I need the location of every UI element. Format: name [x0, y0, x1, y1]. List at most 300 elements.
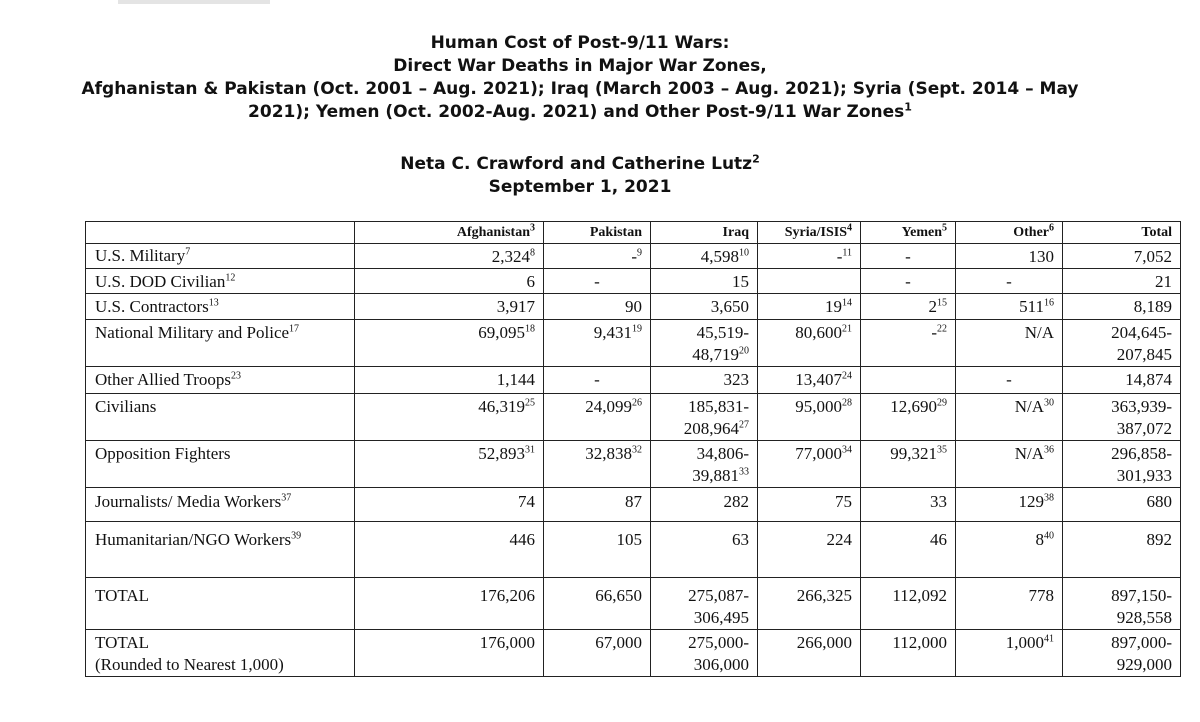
footnote-ref: 26	[632, 397, 642, 409]
cell-line	[363, 585, 535, 607]
footnote-ref: 39	[291, 530, 302, 542]
footnote-ref: 41	[1044, 633, 1054, 645]
cell-line	[659, 585, 749, 607]
cell-line	[363, 246, 535, 268]
cell-value: 46,319	[478, 397, 525, 416]
cell-line	[552, 322, 642, 344]
cell-line	[964, 529, 1054, 551]
table-cell	[651, 320, 758, 367]
column-header-label: Afghanistan	[456, 225, 530, 240]
footnote-ref: 32	[632, 444, 642, 456]
cell-line	[964, 632, 1054, 654]
table-row	[86, 441, 1181, 488]
table-cell	[651, 441, 758, 488]
cell-value: 66,650	[595, 586, 642, 605]
cell-line	[766, 491, 852, 513]
cell-line	[1071, 632, 1172, 654]
cell-value-continued: 387,072	[1116, 419, 1172, 438]
row-label	[86, 294, 355, 320]
cell-value: 129	[1018, 492, 1044, 511]
cell-value: 19	[825, 297, 842, 316]
column-header	[1063, 222, 1181, 244]
column-header-label: Pakistan	[589, 225, 642, 240]
cell-value: 69,095	[478, 323, 525, 342]
cell-value-continued: 928,558	[1116, 608, 1172, 627]
cell-line	[766, 246, 852, 268]
table-row	[86, 578, 1181, 630]
footnote-ref: 38	[1044, 492, 1054, 504]
cell-line	[1071, 585, 1172, 607]
cell-line	[363, 322, 535, 344]
cell-value: 363,939-	[1111, 397, 1172, 416]
cell-line	[659, 396, 749, 418]
cell-value: 1,144	[496, 370, 535, 389]
row-label	[86, 630, 355, 677]
title-line-2: Direct War Deaths in Major War Zones,	[393, 56, 767, 76]
cell-line	[766, 322, 852, 344]
cell-value: 77,000	[795, 444, 842, 463]
cell-line	[964, 322, 1054, 344]
cell-line	[1071, 418, 1172, 440]
table-cell	[651, 578, 758, 630]
cell-line	[766, 632, 852, 654]
table-cell	[355, 367, 544, 394]
cell-value: 446	[509, 530, 535, 549]
cell-line	[659, 369, 749, 391]
cell-value: 8,189	[1133, 297, 1172, 316]
cell-value: 778	[1028, 586, 1054, 605]
header-row	[86, 222, 1181, 244]
cell-value: -	[631, 247, 637, 266]
table-cell	[355, 269, 544, 294]
table-cell	[956, 244, 1063, 269]
top-edge-fragment	[118, 0, 270, 4]
cell-value: 63	[732, 530, 749, 549]
cell-line	[1071, 607, 1172, 629]
footnote-ref: 40	[1044, 530, 1054, 542]
table-cell	[758, 320, 861, 367]
cell-line	[1071, 271, 1172, 293]
cell-value: 87	[625, 492, 642, 511]
table-cell	[758, 294, 861, 320]
table-cell	[355, 244, 544, 269]
column-header	[956, 222, 1063, 244]
cell-line	[659, 344, 749, 366]
cell-line	[552, 632, 642, 654]
row-label-text: Other Allied Troops	[95, 370, 232, 389]
footnote-ref: 4	[847, 222, 852, 234]
table-cell	[544, 441, 651, 488]
cell-value: 1,000	[1005, 633, 1044, 652]
cell-line	[869, 529, 947, 551]
cell-value: 52,893	[478, 444, 525, 463]
table-cell	[544, 630, 651, 677]
footnote-ref: 12	[225, 272, 236, 284]
cell-value-continued: 48,719	[692, 345, 739, 364]
table-cell	[651, 394, 758, 441]
cell-line	[659, 632, 749, 654]
cell-line	[964, 271, 1054, 293]
table-header	[86, 222, 1181, 244]
table-cell	[651, 244, 758, 269]
cell-value: 897,000-	[1111, 633, 1172, 652]
table-cell	[544, 294, 651, 320]
cell-line	[659, 271, 749, 293]
cell-value: 24,099	[585, 397, 632, 416]
table-cell	[355, 441, 544, 488]
table-cell	[758, 367, 861, 394]
footnote-ref: 30	[1044, 397, 1054, 409]
cell-line	[659, 296, 749, 318]
table-cell	[355, 394, 544, 441]
column-header	[355, 222, 544, 244]
cell-line	[1071, 529, 1172, 551]
footnote-ref: 22	[937, 323, 947, 335]
table-cell	[861, 522, 956, 578]
column-header-label: Iraq	[722, 225, 749, 240]
cell-line	[766, 369, 852, 391]
footnote-ref: 36	[1044, 444, 1054, 456]
cell-value-continued: 208,964	[683, 419, 739, 438]
cell-value: 6	[526, 272, 535, 291]
cell-line	[363, 296, 535, 318]
table-cell	[651, 630, 758, 677]
author-names-line	[0, 153, 1160, 176]
cell-line	[1071, 344, 1172, 366]
cell-line	[1071, 296, 1172, 318]
document-title	[0, 32, 1160, 124]
title-line-1: Human Cost of Post-9/11 Wars:	[430, 33, 730, 53]
footnote-ref: 6	[1049, 222, 1054, 234]
cell-value: -	[836, 247, 843, 266]
table-cell	[861, 320, 956, 367]
cell-value-continued: 929,000	[1116, 655, 1172, 674]
cell-line	[659, 418, 749, 440]
column-header	[651, 222, 758, 244]
author-names: Neta C. Crawford and Catherine Lutz	[400, 154, 753, 174]
footnote-ref: 35	[937, 444, 947, 456]
table-cell	[544, 488, 651, 522]
table-cell	[651, 367, 758, 394]
cell-value: 75	[835, 492, 852, 511]
cell-value: N/A	[1014, 444, 1044, 463]
footnote-ref: 18	[525, 323, 535, 335]
row-label	[86, 244, 355, 269]
table-cell	[956, 578, 1063, 630]
footnote-ref: 17	[289, 323, 300, 335]
cell-line	[1071, 491, 1172, 513]
table-cell	[956, 367, 1063, 394]
cell-line	[964, 491, 1054, 513]
cell-value: 892	[1146, 530, 1172, 549]
cell-line	[964, 585, 1054, 607]
footnote-ref: 34	[842, 444, 852, 456]
cell-value: 8	[1035, 530, 1044, 549]
table-cell	[355, 294, 544, 320]
row-label	[86, 488, 355, 522]
table-row	[86, 294, 1181, 320]
cell-line	[1071, 322, 1172, 344]
table-cell	[1063, 367, 1181, 394]
table-cell	[355, 578, 544, 630]
cell-value: -	[594, 272, 600, 291]
row-label-text: Humanitarian/NGO Workers	[95, 530, 292, 549]
footnote-ref: 14	[842, 297, 852, 309]
table-cell	[651, 488, 758, 522]
column-header	[758, 222, 861, 244]
cell-value-continued: 306,495	[693, 608, 749, 627]
cell-line	[659, 529, 749, 551]
column-header	[86, 222, 355, 244]
table-cell	[355, 522, 544, 578]
table-cell	[758, 488, 861, 522]
table-cell	[544, 394, 651, 441]
table-cell	[861, 488, 956, 522]
footnote-ref: 3	[530, 222, 535, 234]
cell-value: 275,087-	[688, 586, 749, 605]
row-label-text: U.S. DOD Civilian	[95, 272, 226, 291]
cell-value: 282	[723, 492, 749, 511]
cell-value: 275,000-	[688, 633, 749, 652]
table-cell	[651, 522, 758, 578]
cell-line	[766, 296, 852, 318]
row-label-text: Opposition Fighters	[95, 444, 231, 463]
table-cell	[758, 522, 861, 578]
cell-line	[766, 585, 852, 607]
cell-value: 105	[616, 530, 642, 549]
footnote-ref: 21	[842, 323, 852, 335]
table-cell	[651, 269, 758, 294]
cell-value: 9,431	[593, 323, 632, 342]
footnote-ref: 15	[937, 297, 947, 309]
footnote-ref: 7	[185, 246, 191, 258]
table-cell	[956, 320, 1063, 367]
cell-value: 95,000	[795, 397, 842, 416]
cell-line	[659, 246, 749, 268]
row-label	[86, 320, 355, 367]
table-row	[86, 630, 1181, 677]
cell-value: 32,838	[585, 444, 632, 463]
table-row	[86, 269, 1181, 294]
table-cell	[956, 294, 1063, 320]
table-cell	[861, 294, 956, 320]
row-label-subtext: (Rounded to Nearest 1,000)	[95, 655, 284, 674]
table-cell	[544, 578, 651, 630]
cell-value: 15	[732, 272, 749, 291]
table-cell	[1063, 294, 1181, 320]
table-row	[86, 488, 1181, 522]
cell-value: 14,874	[1125, 370, 1172, 389]
cell-line	[363, 271, 535, 293]
cell-line	[659, 465, 749, 487]
cell-line	[363, 491, 535, 513]
cell-line	[766, 443, 852, 465]
cell-line	[869, 491, 947, 513]
cell-value: 266,000	[796, 633, 852, 652]
cell-value-continued: 301,933	[1116, 466, 1172, 485]
table-cell	[861, 269, 956, 294]
footnote-ref: 10	[739, 247, 749, 259]
row-label-text: National Military and Police	[95, 323, 290, 342]
cell-value: N/A	[1024, 323, 1054, 342]
cell-value: 67,000	[595, 633, 642, 652]
table-cell	[544, 367, 651, 394]
cell-line	[1071, 246, 1172, 268]
table-row	[86, 367, 1181, 394]
table-cell	[861, 244, 956, 269]
cell-line	[1071, 369, 1172, 391]
cell-line	[1071, 396, 1172, 418]
column-header-label: Syria/ISIS	[784, 225, 847, 240]
cell-value: 680	[1146, 492, 1172, 511]
table-cell	[861, 630, 956, 677]
cell-value: -	[1006, 272, 1012, 291]
footnote-ref: 25	[525, 397, 535, 409]
table-cell	[544, 320, 651, 367]
table-cell	[956, 441, 1063, 488]
cell-value: 33	[930, 492, 947, 511]
table-cell	[956, 630, 1063, 677]
cell-value: 2	[928, 297, 937, 316]
cell-value: 80,600	[795, 323, 842, 342]
table-body	[86, 244, 1181, 677]
footnote-ref: 9	[637, 247, 642, 259]
title-line-4	[0, 101, 1160, 124]
cell-line	[552, 396, 642, 418]
title-line-4-text: 2021); Yemen (Oct. 2002-Aug. 2021) and Other Post-9/11 War Zones	[248, 102, 905, 122]
cell-value: N/A	[1014, 397, 1044, 416]
cell-value-continued: 207,845	[1116, 345, 1172, 364]
table-cell	[1063, 441, 1181, 488]
cell-value: -	[905, 272, 911, 291]
authors-block	[0, 153, 1160, 199]
cell-value: -	[931, 323, 937, 342]
row-label	[86, 367, 355, 394]
footnote-ref: 31	[525, 444, 535, 456]
table-cell	[355, 630, 544, 677]
cell-line	[552, 529, 642, 551]
cell-value: 34,806-	[696, 444, 749, 463]
cell-line	[659, 607, 749, 629]
table-cell	[861, 578, 956, 630]
table-cell	[956, 522, 1063, 578]
cell-value: 45,519-	[696, 323, 749, 342]
footnote-ref: 2	[752, 152, 760, 166]
table-cell	[1063, 630, 1181, 677]
cell-value: 3,917	[496, 297, 535, 316]
column-header-label: Yemen	[901, 225, 942, 240]
footnote-ref: 1	[904, 100, 912, 114]
table-cell	[861, 367, 956, 394]
cell-line	[552, 585, 642, 607]
footnote-ref: 29	[937, 397, 947, 409]
table-cell	[758, 244, 861, 269]
row-label-text: U.S. Contractors	[95, 297, 209, 316]
table-cell	[1063, 488, 1181, 522]
cell-value: -	[905, 247, 911, 266]
table-cell	[1063, 244, 1181, 269]
cell-line	[869, 322, 947, 344]
footnote-ref: 8	[530, 247, 535, 259]
footnote-ref: 13	[208, 297, 219, 309]
table-row	[86, 394, 1181, 441]
cell-line	[1071, 443, 1172, 465]
cell-value: 266,325	[796, 586, 852, 605]
cell-line	[869, 585, 947, 607]
cell-line	[552, 296, 642, 318]
cell-line	[766, 529, 852, 551]
cell-value: 323	[723, 370, 749, 389]
cell-line	[869, 246, 947, 268]
cell-value: 74	[518, 492, 535, 511]
footnote-ref: 11	[842, 247, 852, 259]
row-label-text: Journalists/ Media Workers	[95, 492, 282, 511]
cell-line	[869, 443, 947, 465]
table-row	[86, 522, 1181, 578]
table-cell	[544, 269, 651, 294]
cell-line	[964, 443, 1054, 465]
cell-value: 176,000	[479, 633, 535, 652]
cell-line	[552, 271, 642, 293]
footnote-ref: 19	[632, 323, 642, 335]
footnote-ref: 5	[942, 222, 947, 234]
cell-line	[659, 443, 749, 465]
cell-value: 511	[1019, 297, 1044, 316]
cell-value: 185,831-	[688, 397, 749, 416]
cell-line	[552, 443, 642, 465]
cell-line	[869, 296, 947, 318]
cell-line	[552, 369, 642, 391]
table-cell	[861, 394, 956, 441]
cell-value: -	[1006, 370, 1012, 389]
cell-value: 90	[625, 297, 642, 316]
table-cell	[1063, 320, 1181, 367]
cell-line	[964, 369, 1054, 391]
row-label-text: U.S. Military	[95, 246, 186, 265]
title-line-3: Afghanistan & Pakistan (Oct. 2001 – Aug. 2021); Iraq (March 2003 – Aug. 2021); Syria (Sept. 2014 – May	[81, 79, 1079, 99]
row-label-text: TOTAL	[95, 633, 150, 652]
table-cell	[355, 488, 544, 522]
cell-line	[363, 443, 535, 465]
cell-value: 12,690	[890, 397, 937, 416]
footnote-ref: 23	[231, 370, 242, 382]
cell-value: 112,000	[892, 633, 947, 652]
footnote-ref: 20	[739, 345, 749, 357]
cell-value: 897,150-	[1111, 586, 1172, 605]
table-cell	[758, 630, 861, 677]
cell-line	[552, 246, 642, 268]
column-header-label: Other	[1013, 225, 1049, 240]
cell-value: 99,321	[890, 444, 937, 463]
table-cell	[651, 294, 758, 320]
table-cell	[1063, 522, 1181, 578]
cell-value: 296,858-	[1111, 444, 1172, 463]
row-label	[86, 441, 355, 488]
cell-line	[363, 396, 535, 418]
cell-value: 130	[1028, 247, 1054, 266]
row-label-text: TOTAL	[95, 586, 150, 605]
cell-value-continued: 39,881	[692, 466, 739, 485]
row-label	[86, 578, 355, 630]
footnote-ref: 27	[739, 419, 749, 431]
cell-line	[964, 396, 1054, 418]
cell-line	[869, 271, 947, 293]
cell-line	[363, 369, 535, 391]
table-row	[86, 320, 1181, 367]
cell-line	[659, 322, 749, 344]
cell-value: 224	[826, 530, 852, 549]
cell-line	[1071, 465, 1172, 487]
